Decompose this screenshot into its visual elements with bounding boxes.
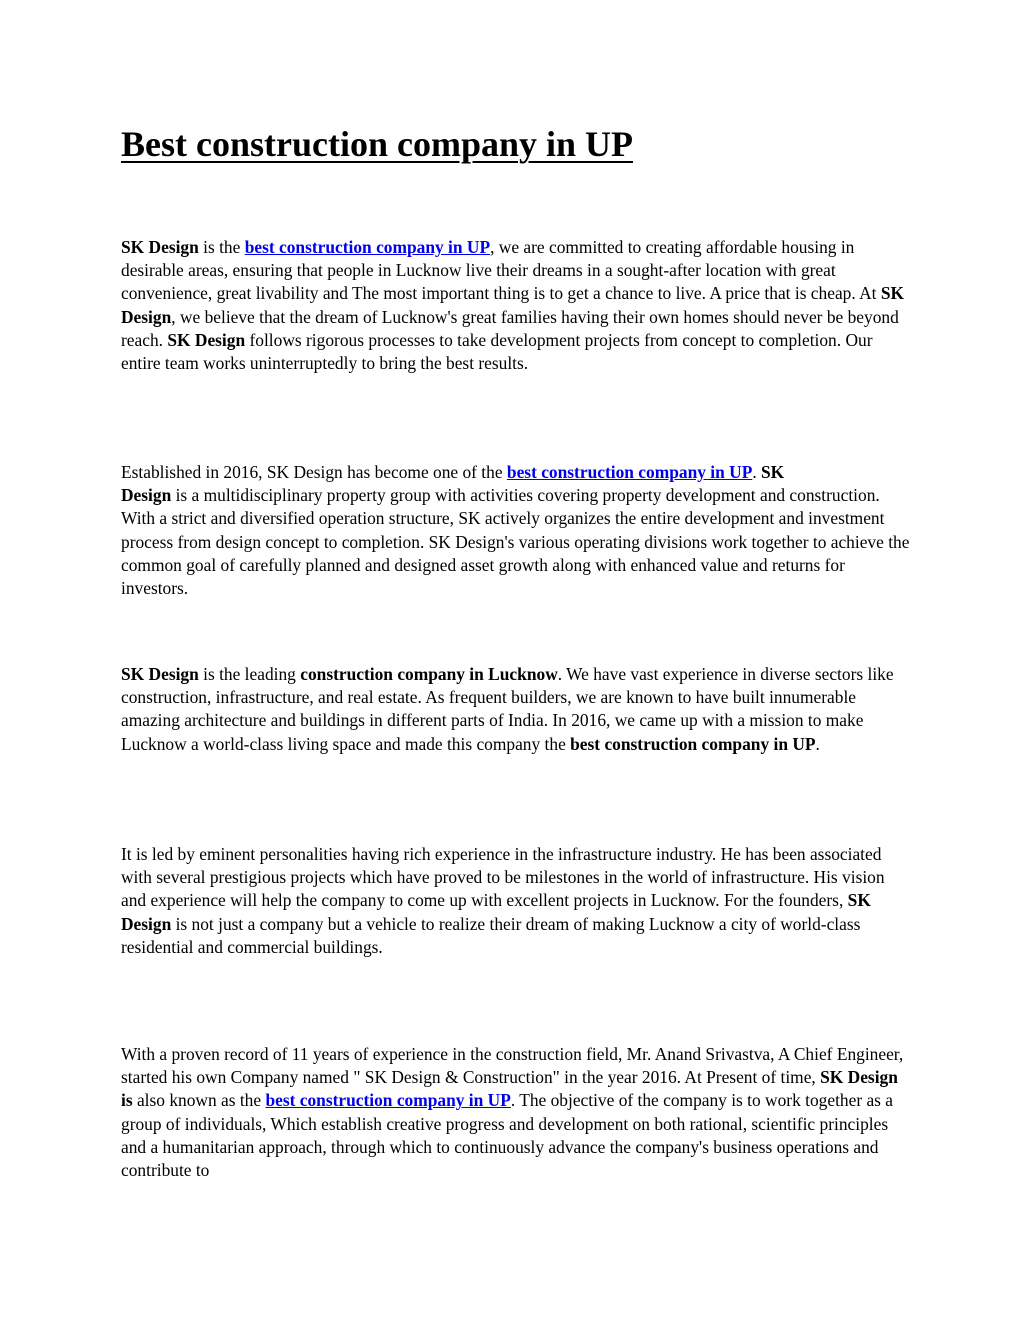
text-run: is the — [198, 237, 245, 257]
text-run: Established in 2016, SK Design has become one of the — [121, 462, 507, 482]
text-run: . We have vast experience in diverse sectors like construction, infrastructure, and real estate. As frequent builders, we are known to have built innumerable amazing architecture and buildings in different parts of India. In 2016, we came up with a mission to make Lucknow a world-class living space and made this company the — [121, 664, 894, 754]
text-run: , we believe that the dream of Lucknow's great families having their own homes should never be beyond reach. — [121, 306, 899, 350]
paragraph-leading — [121, 663, 911, 756]
brand-name: SK Design — [167, 329, 246, 350]
brand-name: SK Design — [121, 890, 871, 934]
paragraph-leadership — [121, 843, 911, 959]
best-construction-link[interactable]: best construction company in UP — [244, 237, 491, 257]
text-run: It is led by eminent personalities having rich experience in the infrastructure industry. He has been associated with several prestigious projects which have proved to be milestones in the world of infrastructure. His vision and experience will help the company to come up with excellent projects in Lucknow. For the founders, — [121, 844, 885, 911]
text-run: , we are committed to creating affordable housing in desirable areas, ensuring that people in Lucknow live their dreams in a sought-after location with great convenience, great livability and The most important thing is to get a chance to live. A price that is cheap. At — [121, 237, 881, 304]
paragraph-intro — [121, 236, 911, 375]
best-construction-link[interactable]: best construction company in UP — [506, 462, 753, 482]
text-run: . — [752, 462, 762, 482]
page-title: Best construction company in UP — [121, 124, 633, 164]
brand-name-part: SK — [761, 462, 785, 482]
brand-name: SK Design — [121, 664, 199, 684]
brand-name-part: Design — [121, 485, 172, 506]
bold-phrase: best construction company in UP — [570, 733, 816, 754]
paragraph-founder — [121, 1043, 911, 1182]
brand-name: SK Design — [121, 237, 199, 257]
brand-name: SK Design — [121, 283, 905, 327]
text-run: is the leading — [198, 664, 301, 684]
text-run: . The objective of the company is to work together as a group of individuals, Which establish creative progress and development on both rational, scientific principles and a humanitarian approach, through which to continuously advance the company's business operations and contribute to — [121, 1090, 894, 1181]
brand-name: SK Design is — [121, 1067, 898, 1111]
text-run: also known as the — [132, 1090, 266, 1111]
bold-phrase: construction company in Lucknow — [300, 664, 558, 684]
text-run: follows rigorous processes to take development projects from concept to completion. Our entire team works uninterruptedly to bring the best results. — [121, 329, 873, 374]
paragraph-established — [121, 461, 911, 600]
text-run: is not just a company but a vehicle to realize their dream of making Lucknow a city of world-class residential and commercial buildings. — [121, 913, 861, 957]
text-run: is a multidisciplinary property group with activities covering property development and construction. With a strict and diversified operation structure, SK actively organizes the entire development and investment process from design concept to completion. SK Design's various operating divisions work together to achieve the common goal of carefully planned and designed asset growth along with enhanced value and returns for investors. — [121, 485, 910, 599]
text-run: With a proven record of 11 years of experience in the construction field, Mr. Anand Srivastva, A Chief Engineer, started his own Company named " SK Design & Construction" in the year 2016. At Present of time, — [121, 1044, 904, 1088]
text-run: . — [815, 733, 820, 754]
best-construction-link[interactable]: best construction company in UP — [265, 1090, 511, 1111]
